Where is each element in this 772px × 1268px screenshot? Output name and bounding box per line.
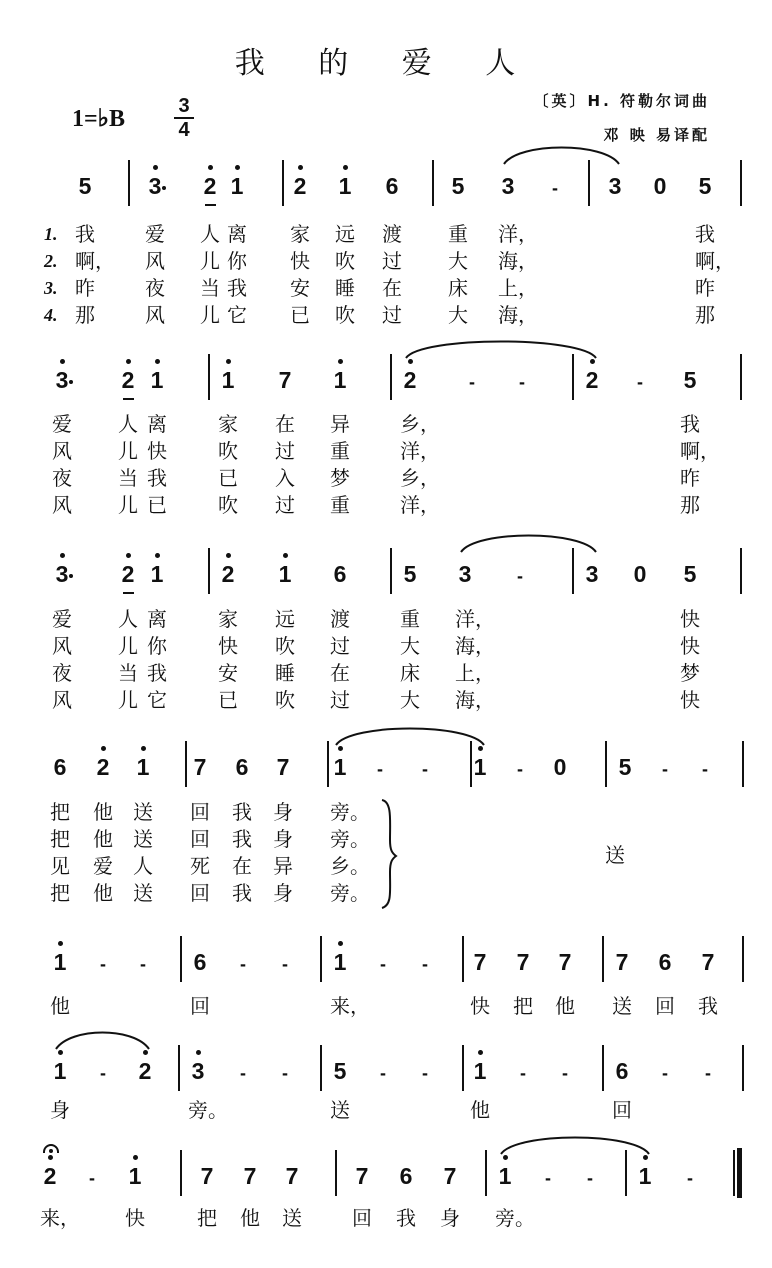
lyric-syllable: 已 (290, 303, 310, 327)
note-digit: 6 (235, 754, 249, 780)
lyric-syllable: 渡 (330, 607, 350, 631)
lyric-syllable: 上， (455, 661, 495, 685)
note-digit: 6 (333, 561, 347, 587)
song-title: 我 的 爱 人 (234, 46, 538, 81)
note-digit: 7 (443, 1163, 457, 1189)
lyric-syllable: 把 (513, 994, 533, 1018)
lyric-syllable: 送 (133, 827, 153, 851)
lyric-syllable: 你 (147, 634, 167, 658)
lyric-syllable: 在 (275, 412, 295, 436)
note-digit: 7 (355, 1163, 369, 1189)
lyric-syllable: 吹 (275, 688, 295, 712)
lyric-syllable: 床 (400, 661, 420, 685)
note-digit: 1 (338, 173, 352, 199)
note-digit: - (662, 1063, 668, 1083)
note-digit: 6 (658, 949, 672, 975)
lyric-syllable: 大 (400, 634, 420, 658)
lyric-syllable: 重 (448, 222, 468, 246)
note-digit: 3 (55, 561, 69, 587)
lyric-syllable: 快 (680, 607, 700, 631)
lyric-syllable: 风 (52, 439, 72, 463)
note-digit: 2 (138, 1058, 152, 1084)
lyric-syllable: 当 (200, 276, 220, 300)
note-digit: - (422, 1063, 428, 1083)
lyric-syllable: 啊， (680, 439, 720, 463)
lyric-syllable: 大 (400, 688, 420, 712)
note-digit: 1 (278, 561, 292, 587)
lyric-syllable: 吹 (218, 493, 238, 517)
lyric-syllable: 过 (275, 439, 295, 463)
note-digit: 2 (585, 367, 599, 393)
note-digit: 7 (276, 754, 290, 780)
note-digit: 0 (553, 754, 567, 780)
note-digit: 2 (96, 754, 110, 780)
lyric-syllable: 大 (448, 303, 468, 327)
lyric-syllable: 过 (275, 493, 295, 517)
lyric-syllable: 那 (680, 493, 700, 517)
note-digit: 6 (53, 754, 67, 780)
lyric-syllable: 风 (145, 249, 165, 273)
lyric-syllable: 夜 (52, 661, 72, 685)
lyric-syllable: 我 (680, 412, 700, 436)
note-digit: - (517, 759, 523, 779)
note-digit: - (520, 1063, 526, 1083)
note-digit: - (469, 372, 475, 392)
lyric-syllable: 爱 (52, 412, 72, 436)
note-digit: - (422, 759, 428, 779)
lyric-syllable: 儿 (118, 439, 138, 463)
note-digit: 7 (200, 1163, 214, 1189)
lyric-syllable: 人 (200, 222, 220, 246)
verse-number: 4. (44, 305, 58, 325)
lyric-syllable: 昨 (75, 276, 95, 300)
lyric-syllable: 他 (93, 827, 113, 851)
lyric-syllable: 把 (50, 827, 70, 851)
lyric-syllable: 当 (118, 661, 138, 685)
lyric-syllable: 来， (330, 994, 370, 1018)
lyric-syllable: 海， (498, 249, 538, 273)
lyric-syllable: 吹 (335, 249, 355, 273)
lyric-syllable: 异 (273, 854, 293, 878)
lyric-syllable: 爱 (93, 854, 113, 878)
note-digit: 7 (285, 1163, 299, 1189)
note-digit: 7 (516, 949, 530, 975)
lyric-syllable: 在 (382, 276, 402, 300)
note-digit: - (705, 1063, 711, 1083)
lyric-syllable: 身 (273, 881, 293, 905)
note-digit: 0 (633, 561, 647, 587)
note-digit: 1 (230, 173, 244, 199)
lyric-syllable: 夜 (52, 466, 72, 490)
lyric-syllable: 离 (147, 607, 167, 631)
note-digit: 7 (701, 949, 715, 975)
note-digit: 2 (221, 561, 235, 587)
lyric-syllable: 我 (227, 276, 247, 300)
lyric-syllable: 上， (498, 276, 538, 300)
note-digit: 1 (150, 561, 164, 587)
lyric-syllable: 当 (118, 466, 138, 490)
lyric-syllable: 过 (330, 634, 350, 658)
lyric-syllable: 我 (396, 1206, 416, 1230)
lyric-syllable: 我 (75, 222, 95, 246)
lyric-syllable: 他 (93, 800, 113, 824)
lyric-syllable: 那 (75, 303, 95, 327)
lyric-syllable: 风 (52, 688, 72, 712)
note-digit: 5 (698, 173, 712, 199)
lyric-syllable: 儿 (118, 688, 138, 712)
note-digit: 1 (638, 1163, 652, 1189)
lyric-syllable: 身 (50, 1098, 70, 1122)
lyric-syllable: 吹 (275, 634, 295, 658)
lyric-syllable: 已 (218, 466, 238, 490)
note-digit: 3 (608, 173, 622, 199)
lyric-syllable: 快 (125, 1206, 145, 1230)
note-digit: 5 (683, 367, 697, 393)
note-digit: - (100, 954, 106, 974)
note-digit: - (282, 1063, 288, 1083)
lyric-syllable: 他 (240, 1206, 260, 1230)
lyric-syllable: 快 (147, 439, 167, 463)
note-digit: - (380, 954, 386, 974)
lyric-syllable: 旁。 (495, 1206, 535, 1230)
lyric-syllable: 入 (275, 466, 295, 490)
composer-credit: 〔英〕H. 符勒尔词曲 (533, 92, 710, 110)
note-digit: 6 (193, 949, 207, 975)
lyric-syllable: 海， (498, 303, 538, 327)
lyric-syllable: 乡， (400, 466, 440, 490)
lyric-syllable: 身 (273, 827, 293, 851)
note-digit: 3 (191, 1058, 205, 1084)
lyric-syllable: 昨 (695, 276, 715, 300)
verse-number: 2. (44, 251, 58, 271)
lyric-syllable: 见 (50, 854, 70, 878)
note-digit: 2 (203, 173, 217, 199)
lyric-syllable: 他 (470, 1098, 490, 1122)
note-digit: 7 (193, 754, 207, 780)
note-digit: 7 (558, 949, 572, 975)
note-digit: - (587, 1168, 593, 1188)
note-digit: 6 (399, 1163, 413, 1189)
lyric-syllable: 送 (133, 881, 153, 905)
lyric-syllable: 我 (147, 661, 167, 685)
lyric-syllable: 吹 (218, 439, 238, 463)
note-digit: 1 (473, 754, 487, 780)
lyric-syllable: 洋， (400, 439, 440, 463)
lyric-syllable: 把 (197, 1206, 217, 1230)
lyric-syllable: 儿 (118, 493, 138, 517)
lyric-syllable: 海， (455, 634, 495, 658)
note-digit: - (637, 372, 643, 392)
note-digit: 1 (333, 754, 347, 780)
lyric-syllable: 已 (218, 688, 238, 712)
lyric-syllable: 快 (470, 994, 490, 1018)
lyric-syllable: 异 (330, 412, 350, 436)
note-digit: 1 (53, 949, 67, 975)
note-digit: 6 (615, 1058, 629, 1084)
lyric-syllable: 那 (695, 303, 715, 327)
lyric-syllable: 安 (290, 276, 310, 300)
lyric-syllable: 送 (330, 1098, 350, 1122)
lyric-syllable: 乡。 (330, 854, 370, 878)
lyric-syllable: 已 (147, 493, 167, 517)
time-signature-top: 3 (178, 95, 190, 117)
lyric-syllable: 重 (330, 493, 350, 517)
lyric-syllable: 来， (40, 1206, 80, 1230)
lyric-syllable: 大 (448, 249, 468, 273)
note-digit: - (240, 1063, 246, 1083)
note-digit: 3 (585, 561, 599, 587)
note-digit: 5 (618, 754, 632, 780)
note-digit: 1 (333, 367, 347, 393)
translator-credit: 邓 映 易译配 (603, 126, 710, 144)
note-digit: - (100, 1063, 106, 1083)
lyric-syllable: 快 (680, 688, 700, 712)
note-digit: 1 (473, 1058, 487, 1084)
time-signature-bottom: 4 (178, 119, 190, 141)
note-digit: 6 (385, 173, 399, 199)
lyric-syllable: 回 (190, 800, 210, 824)
lyric-syllable: 他 (93, 881, 113, 905)
lyric-syllable: 风 (52, 634, 72, 658)
lyric-syllable: 我 (232, 827, 252, 851)
lyric-syllable: 他 (555, 994, 575, 1018)
lyric-syllable: 吹 (335, 303, 355, 327)
note-digit: 1 (128, 1163, 142, 1189)
note-digit: 5 (333, 1058, 347, 1084)
lyric-syllable: 回 (655, 994, 675, 1018)
lyric-syllable: 过 (330, 688, 350, 712)
lyric-syllable: 乡， (400, 412, 440, 436)
note-digit: - (702, 759, 708, 779)
lyric-syllable: 快 (218, 634, 238, 658)
lyric-syllable: 床 (448, 276, 468, 300)
lyric-syllable: 它 (227, 303, 247, 327)
note-digit: 3 (55, 367, 69, 393)
note-digit: 2 (121, 561, 135, 587)
note-digit: 5 (78, 173, 92, 199)
note-digit: 2 (403, 367, 417, 393)
lyric-syllable: 回 (190, 881, 210, 905)
lyric-syllable: 回 (190, 827, 210, 851)
lyric-syllable: 重 (330, 439, 350, 463)
note-digit: - (377, 759, 383, 779)
note-digit: 1 (333, 949, 347, 975)
note-digit: - (517, 566, 523, 586)
lyric-syllable: 送 (612, 994, 632, 1018)
lyric-syllable: 家 (218, 412, 238, 436)
lyric-syllable: 过 (382, 303, 402, 327)
lyric-syllable: 洋， (400, 493, 440, 517)
lyric-syllable: 洋， (498, 222, 538, 246)
lyric-syllable: 爱 (52, 607, 72, 631)
note-digit: 5 (451, 173, 465, 199)
lyric-syllable: 身 (440, 1206, 460, 1230)
note-digit: 3 (148, 173, 162, 199)
note-digit: - (662, 759, 668, 779)
lyric-syllable: 在 (232, 854, 252, 878)
lyric-syllable: 离 (147, 412, 167, 436)
note-digit: - (422, 954, 428, 974)
lyric-syllable: 风 (52, 493, 72, 517)
lyric-syllable: 重 (400, 607, 420, 631)
note-digit: 3 (501, 173, 515, 199)
lyric-syllable: 昨 (680, 466, 700, 490)
lyric-syllable: 把 (50, 800, 70, 824)
lyric-syllable: 远 (335, 222, 355, 246)
lyric-syllable: 过 (382, 249, 402, 273)
note-digit: 1 (221, 367, 235, 393)
lyric-syllable: 家 (218, 607, 238, 631)
lyric-syllable: 旁。 (330, 827, 370, 851)
note-digit: 2 (121, 367, 135, 393)
lyric-syllable: 人 (118, 607, 138, 631)
lyric-syllable: 睡 (335, 276, 355, 300)
lyric-syllable: 啊， (75, 249, 115, 273)
lyric-syllable: 你 (227, 249, 247, 273)
lyric-syllable: 快 (290, 249, 310, 273)
lyric-syllable: 回 (612, 1098, 632, 1122)
key-signature: 1=♭B (72, 106, 126, 132)
note-digit: 7 (615, 949, 629, 975)
lyric-syllable: 人 (118, 412, 138, 436)
note-digit: - (687, 1168, 693, 1188)
lyric-syllable: 海， (455, 688, 495, 712)
note-digit: 3 (458, 561, 472, 587)
note-digit: 5 (683, 561, 697, 587)
note-digit: 5 (403, 561, 417, 587)
note-digit: - (240, 954, 246, 974)
lyric-syllable: 儿 (200, 303, 220, 327)
lyric-syllable: 儿 (200, 249, 220, 273)
lyric-syllable: 夜 (145, 276, 165, 300)
lyric-syllable: 在 (330, 661, 350, 685)
lyric-syllable: 我 (698, 994, 718, 1018)
lyric-syllable: 送 (282, 1206, 302, 1230)
lyric-syllable: 回 (190, 994, 210, 1018)
lyric-syllable: 梦 (680, 661, 700, 685)
lyric-syllable: 我 (147, 466, 167, 490)
note-digit: - (552, 178, 558, 198)
lyric-syllable: 远 (275, 607, 295, 631)
lyric-syllable: 梦 (330, 466, 350, 490)
lyric-syllable: 啊， (695, 249, 735, 273)
lyric-syllable: 死 (190, 854, 210, 878)
verse-number: 1. (44, 224, 58, 244)
note-digit: 2 (293, 173, 307, 199)
lyric-syllable: 它 (147, 688, 167, 712)
lyric-syllable: 回 (352, 1206, 372, 1230)
lyric-syllable: 旁。 (330, 800, 370, 824)
lyric-syllable: 爱 (145, 222, 165, 246)
note-digit: 7 (243, 1163, 257, 1189)
note-digit: - (140, 954, 146, 974)
note-digit: 7 (473, 949, 487, 975)
note-digit: 7 (278, 367, 292, 393)
lyric-syllable: 我 (695, 222, 715, 246)
note-digit: - (545, 1168, 551, 1188)
note-digit: 1 (53, 1058, 67, 1084)
note-digit: - (519, 372, 525, 392)
lyric-syllable: 把 (50, 881, 70, 905)
note-digit: - (282, 954, 288, 974)
note-digit: - (562, 1063, 568, 1083)
lyric-syllable: 人 (133, 854, 153, 878)
lyric-syllable: 旁。 (188, 1098, 228, 1122)
lyric-syllable: 洋， (455, 607, 495, 631)
lyric-syllable: 身 (273, 800, 293, 824)
lyric-syllable: 快 (680, 634, 700, 658)
lyric-syllable: 安 (218, 661, 238, 685)
lyric-syllable: 他 (50, 994, 70, 1018)
lyric-syllable: 旁。 (330, 881, 370, 905)
note-digit: - (89, 1168, 95, 1188)
lyric-syllable: 儿 (118, 634, 138, 658)
note-digit: 0 (653, 173, 667, 199)
shared-lyric: 送 (605, 843, 625, 867)
note-digit: - (380, 1063, 386, 1083)
lyric-syllable: 渡 (382, 222, 402, 246)
lyric-syllable: 风 (145, 303, 165, 327)
lyric-syllable: 家 (290, 222, 310, 246)
lyric-syllable: 我 (232, 800, 252, 824)
verse-number: 3. (44, 278, 58, 298)
note-digit: 2 (43, 1163, 57, 1189)
note-digit: 1 (136, 754, 150, 780)
lyric-syllable: 离 (227, 222, 247, 246)
lyric-syllable: 我 (232, 881, 252, 905)
lyric-syllable: 送 (133, 800, 153, 824)
note-digit: 1 (498, 1163, 512, 1189)
note-digit: 1 (150, 367, 164, 393)
lyric-syllable: 睡 (275, 661, 295, 685)
